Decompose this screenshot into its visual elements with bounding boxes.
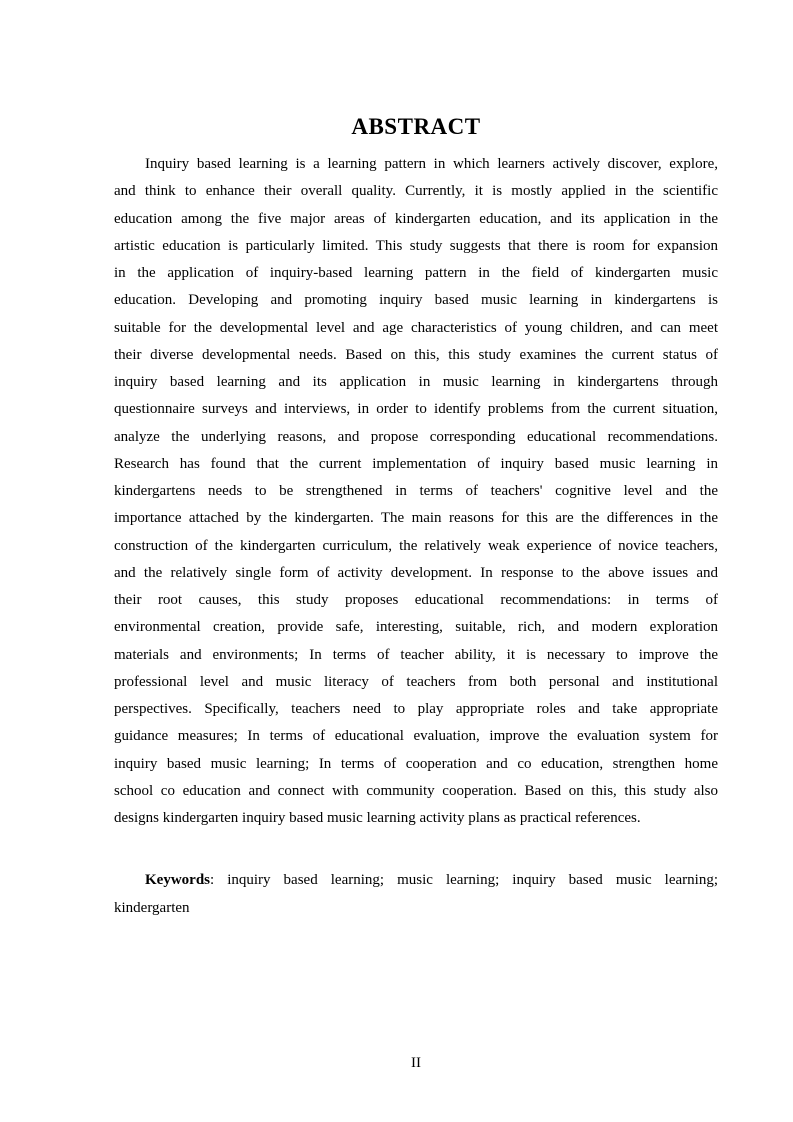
abstract-line: construction of the kindergarten curriculum, the relatively weak experience of novice teachers, [114, 537, 718, 554]
abstract-line: environmental creation, provide safe, interesting, suitable, rich, and modern exploration [114, 619, 718, 636]
abstract-line: materials and environments; In terms of teacher ability, it is necessary to improve the [114, 646, 718, 663]
keywords-label: Keywords [145, 872, 210, 889]
abstract-line: inquiry based music learning; In terms of cooperation and co education, strengthen home [114, 755, 718, 772]
abstract-line: perspectives. Specifically, teachers need to play appropriate roles and take appropriate [114, 701, 718, 717]
page-number: II [411, 1055, 421, 1071]
page-title: ABSTRACT [351, 114, 481, 139]
abstract-line: in the application of inquiry-based learning pattern in the field of kindergarten music [114, 265, 718, 281]
abstract-line: importance attached by the kindergarten. The main reasons for this are the differences in the [114, 510, 718, 527]
abstract-line: education among the five major areas of kindergarten education, and its application in the [114, 210, 718, 227]
keywords-continued: kindergarten [114, 899, 190, 916]
abstract-line: professional level and music literacy of teachers from both personal and institutional [114, 673, 718, 690]
keywords-list: : inquiry based learning; music learning; inquiry based music learning; [210, 872, 718, 889]
keywords-block [114, 867, 718, 922]
abstract-line: their diverse developmental needs. Based on this, this study examines the current status of [114, 346, 718, 363]
abstract-line: and the relatively single form of activity development. In response to the above issues and [114, 564, 718, 581]
abstract-line: inquiry based learning and its application in music learning in kindergartens through [114, 374, 718, 390]
abstract-line: Inquiry based learning is a learning pattern in which learners actively discover, explore, [145, 156, 718, 172]
abstract-line: kindergartens needs to be strengthened in terms of teachers' cognitive level and the [114, 483, 718, 499]
keywords-line [114, 867, 718, 894]
abstract-line: education. Developing and promoting inquiry based music learning in kindergartens is [114, 292, 718, 309]
abstract-line: school co education and connect with community cooperation. Based on this, this study also [114, 782, 718, 799]
abstract-paragraph [114, 151, 718, 832]
abstract-line: artistic education is particularly limited. This study suggests that there is room for expansion [114, 237, 718, 254]
abstract-line: Research has found that the current implementation of inquiry based music learning in [114, 455, 718, 472]
abstract-line: and think to enhance their overall quality. Currently, it is mostly applied in the scientific [114, 183, 718, 200]
abstract-line: suitable for the developmental level and age characteristics of young children, and can meet [114, 319, 718, 336]
abstract-line: questionnaire surveys and interviews, in order to identify problems from the current situation, [114, 401, 718, 418]
abstract-line: their root causes, this study proposes educational recommendations: in terms of [114, 592, 718, 608]
abstract-line: guidance measures; In terms of educational evaluation, improve the evaluation system for [114, 728, 718, 745]
abstract-line: analyze the underlying reasons, and propose corresponding educational recommendations. [114, 428, 718, 445]
abstract-line: designs kindergarten inquiry based music learning activity plans as practical references. [114, 810, 641, 826]
